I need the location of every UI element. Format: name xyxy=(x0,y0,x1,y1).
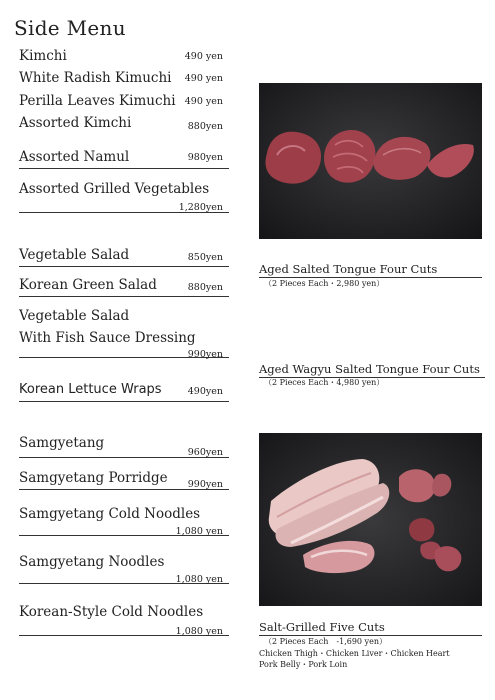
menu-item xyxy=(19,90,229,112)
menu-item xyxy=(19,305,229,358)
item-name: Vegetable Salad xyxy=(19,308,130,324)
menu-item xyxy=(19,503,229,536)
item-price: 980yen xyxy=(187,152,223,163)
tongue-cuts-photo xyxy=(259,83,482,239)
item-price: 1,080 yen xyxy=(175,526,223,537)
item-name: Perilla Leaves Kimuchi xyxy=(19,93,176,109)
item-name: With Fish Sauce Dressing xyxy=(19,330,196,346)
item-price: 850yen xyxy=(187,252,223,263)
feature-title: Aged Wagyu Salted Tongue Four Cuts xyxy=(259,361,485,378)
menu-item xyxy=(19,378,229,402)
item-name: Samgyetang Porridge xyxy=(19,470,168,486)
item-name: White Radish Kimuchi xyxy=(19,70,172,86)
item-price: 1,280yen xyxy=(178,202,223,213)
item-name: Korean-Style Cold Noodles xyxy=(19,604,204,620)
item-price: 1,080 yen xyxy=(175,626,223,637)
item-name: Assorted Namul xyxy=(19,149,130,165)
five-cuts-photo xyxy=(259,433,482,606)
feature-title: Aged Salted Tongue Four Cuts xyxy=(259,261,482,278)
page-title: Side Menu xyxy=(14,16,126,40)
item-name: Kimchi xyxy=(19,48,67,64)
item-name: Samgyetang xyxy=(19,435,105,451)
menu-item xyxy=(19,146,229,169)
menu-item xyxy=(19,45,229,67)
item-name: Assorted Grilled Vegetables xyxy=(19,181,210,197)
menu-item xyxy=(19,601,229,636)
item-price: 880yen xyxy=(187,282,223,293)
item-name: Vegetable Salad xyxy=(19,247,130,263)
item-price: 490 yen xyxy=(184,51,223,62)
feature-subtitle: （2 Pieces Each・2,980 yen） xyxy=(264,279,385,288)
item-name: Korean Green Salad xyxy=(19,277,157,293)
menu-item xyxy=(19,112,229,134)
item-price: 490 yen xyxy=(184,96,223,107)
item-name: Korean Lettuce Wraps xyxy=(19,382,162,397)
item-price: 990yen xyxy=(187,479,223,490)
item-price: 880yen xyxy=(187,121,223,132)
item-price: 1,080 yen xyxy=(175,574,223,585)
feature-subtitle: （2 Pieces Each・4,980 yen） xyxy=(264,378,385,387)
feature-title: Salt-Grilled Five Cuts xyxy=(259,619,482,636)
item-name: Samgyetang Cold Noodles xyxy=(19,506,201,522)
item-name: Samgyetang Noodles xyxy=(19,554,165,570)
item-price: 490 yen xyxy=(184,73,223,84)
feature-subtitle: （2 Pieces Each -1,690 yen） xyxy=(264,637,387,646)
feature-description: Pork Belly・Pork Loin xyxy=(259,660,348,669)
menu-item xyxy=(19,244,229,267)
item-name: Assorted Kimchi xyxy=(19,115,132,131)
item-price: 960yen xyxy=(187,447,223,458)
menu-item xyxy=(19,551,229,584)
feature-description: Chicken Thigh・Chicken Liver・Chicken Heart xyxy=(259,649,450,658)
menu-item xyxy=(19,432,229,458)
item-price: 990yen xyxy=(187,349,223,360)
menu-item xyxy=(19,67,229,89)
item-price: 490yen xyxy=(187,386,223,397)
menu-item xyxy=(19,274,229,297)
menu-item xyxy=(19,178,229,213)
menu-item xyxy=(19,467,229,490)
